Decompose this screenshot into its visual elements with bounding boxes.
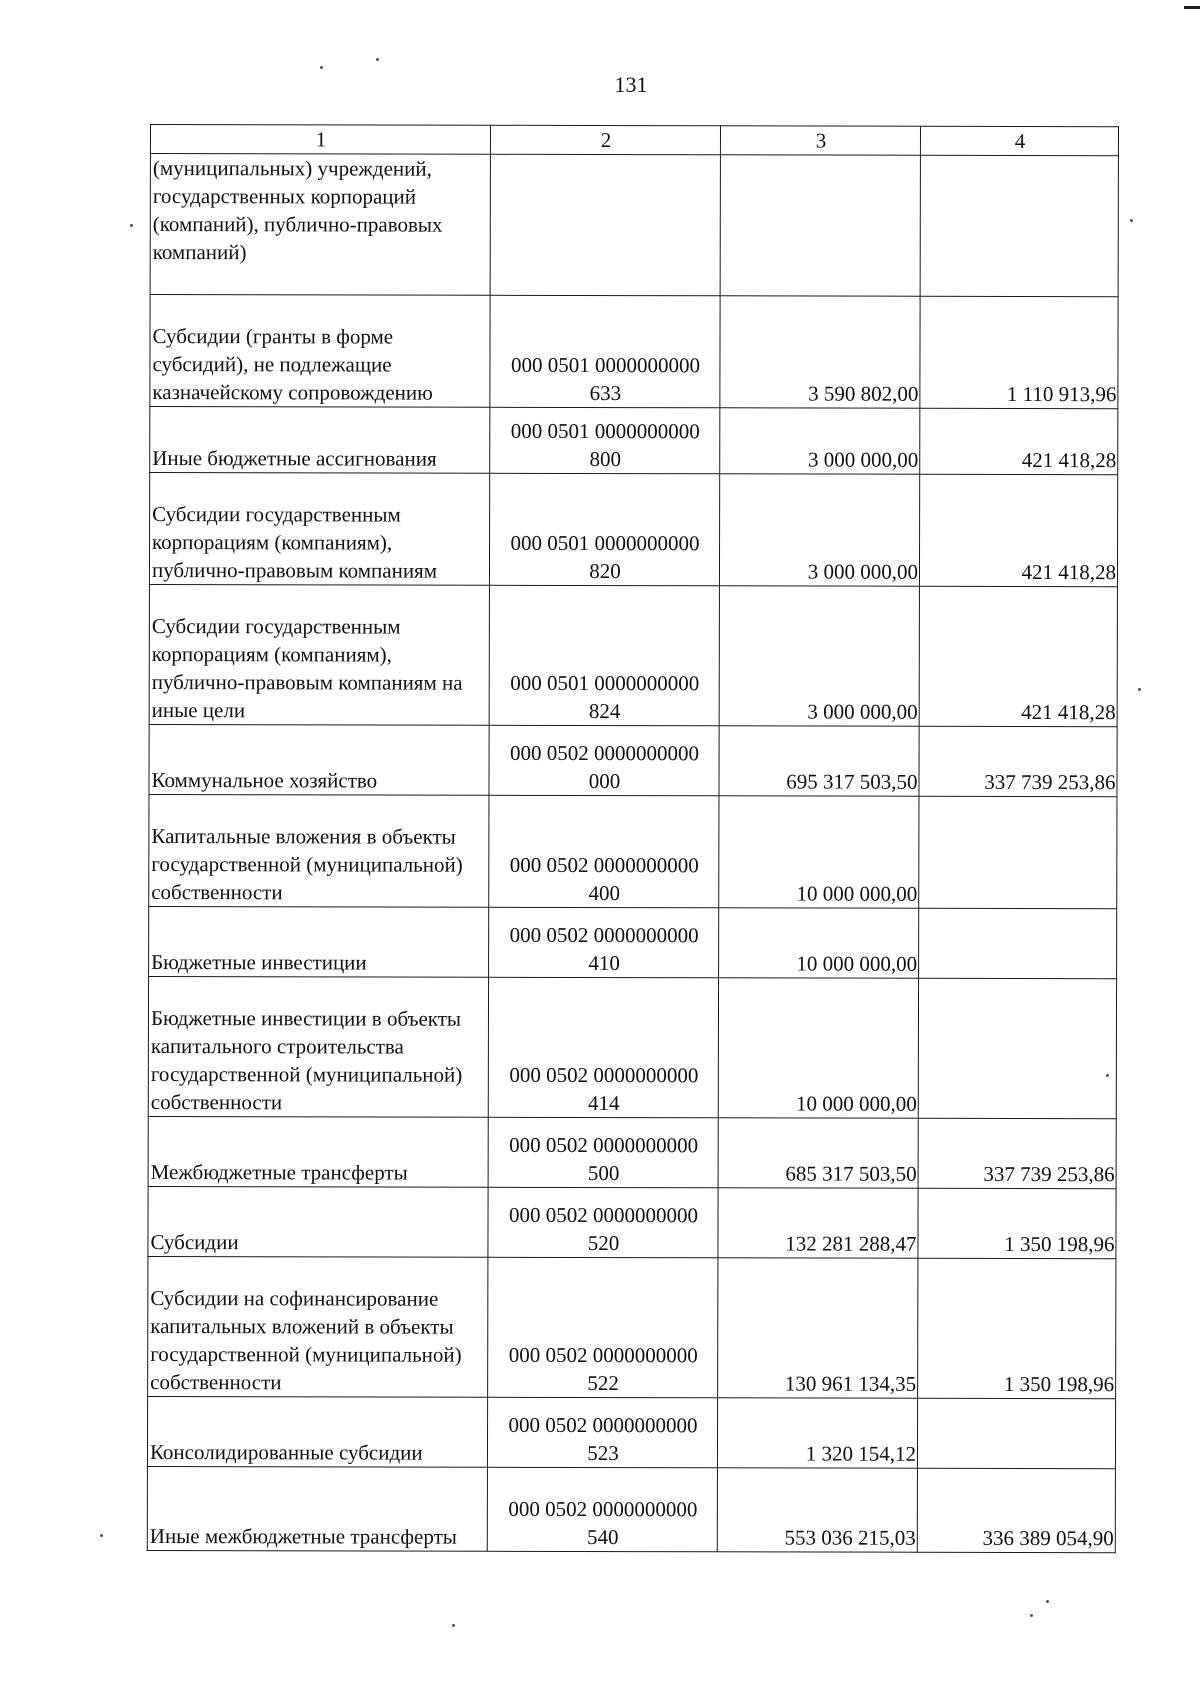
- row-code: [487, 1397, 717, 1468]
- table-row: [148, 976, 1116, 1118]
- code-suffix: 523: [587, 1440, 619, 1466]
- row-col4: 1 110 913,96: [920, 296, 1118, 408]
- row-col3: 3 590 802,00: [720, 296, 920, 408]
- row-name: Субсидии государственным корпорациям (компаниям), публично-правовым компаниям на иные цели: [149, 584, 489, 725]
- row-code: [489, 473, 719, 586]
- code-main: 000 0502 0000000000: [508, 1202, 699, 1228]
- row-name: Субсидии (гранты в форме субсидий), не подлежащие казначейскому сопровождению: [150, 295, 490, 408]
- row-col3: [720, 155, 920, 296]
- row-col4: [918, 978, 1116, 1118]
- row-name: Бюджетные инвестиции: [149, 906, 489, 977]
- row-col4: [919, 796, 1117, 908]
- table-row: [148, 1256, 1116, 1398]
- table-header: [150, 125, 1118, 156]
- row-code: [490, 295, 720, 408]
- code-main: 000 0502 0000000000: [508, 1496, 698, 1522]
- row-col4: 421 418,28: [919, 474, 1117, 586]
- row-col3: 3 000 000,00: [719, 586, 919, 726]
- row-col3: 130 961 134,35: [718, 1258, 918, 1398]
- code-main: 000 0501 0000000000: [510, 352, 700, 378]
- scan-speck: [1138, 688, 1141, 691]
- code-main: 000 0502 0000000000: [509, 852, 699, 878]
- row-col4: [919, 908, 1117, 978]
- row-col4: [920, 155, 1118, 296]
- code-main: 000 0502 0000000000: [509, 1132, 699, 1158]
- code-main: 000 0501 0000000000: [510, 418, 700, 444]
- header-col-1: 1: [150, 125, 490, 155]
- scan-speck: [1046, 1600, 1049, 1603]
- row-col3: 553 036 215,03: [717, 1468, 917, 1552]
- row-col3: 685 317 503,50: [718, 1118, 918, 1188]
- budget-table: [147, 124, 1119, 1553]
- row-name: Субсидии на софинансирование капитальных вложений в объекты государственной (муниципальной) собственности: [148, 1256, 488, 1397]
- row-name: Иные бюджетные ассигнования: [150, 407, 490, 474]
- table-row: [149, 906, 1117, 978]
- code-suffix: 520: [587, 1230, 620, 1256]
- row-code: [488, 1187, 718, 1258]
- table-row: [148, 1186, 1116, 1258]
- scan-speck: [376, 58, 379, 61]
- table-row: [149, 794, 1117, 908]
- row-name: Бюджетные инвестиции в объекты капитального строительства государственной (муниципальной) собственности: [148, 976, 488, 1117]
- row-name: Консолидированные субсидии: [147, 1396, 487, 1467]
- row-col4: 1 350 198,96: [918, 1188, 1116, 1258]
- row-code: [487, 1467, 717, 1552]
- row-col3: 10 000 000,00: [719, 908, 919, 978]
- code-suffix: 820: [589, 558, 621, 584]
- code-suffix: 410: [588, 950, 620, 976]
- row-col3: 3 000 000,00: [719, 474, 919, 586]
- row-col4: 336 389 054,90: [917, 1468, 1115, 1552]
- code-suffix: 500: [587, 1160, 620, 1186]
- code-main: 000 0501 0000000000: [510, 670, 700, 696]
- code-suffix: 824: [588, 698, 621, 724]
- scan-speck: [1130, 219, 1133, 222]
- scan-speck: [320, 66, 323, 69]
- row-col3: 1 320 154,12: [717, 1398, 917, 1468]
- row-name: Субсидии: [148, 1186, 488, 1257]
- row-code: [490, 407, 720, 474]
- row-code: [489, 795, 719, 908]
- scan-speck: [100, 1534, 103, 1537]
- row-code: [489, 725, 719, 796]
- row-name: (муниципальных) учреждений, государственных корпораций (компаний), публично-правовых компаний): [150, 154, 490, 296]
- row-col4: 421 418,28: [920, 408, 1118, 474]
- row-col4: 421 418,28: [919, 586, 1117, 726]
- row-code: [488, 1257, 718, 1398]
- code-main: 000 0502 0000000000: [509, 922, 699, 948]
- row-col3: 10 000 000,00: [719, 796, 919, 908]
- code-main: 000 0502 0000000000: [510, 740, 700, 766]
- row-code: [490, 154, 720, 296]
- row-col3: 10 000 000,00: [718, 978, 918, 1118]
- code-suffix: 540: [587, 1524, 619, 1550]
- table-row: [148, 1116, 1116, 1188]
- row-col3: 695 317 503,50: [719, 726, 919, 796]
- header-col-4: 4: [920, 126, 1118, 155]
- row-col4: 337 739 253,86: [919, 726, 1117, 796]
- row-name: Субсидии государственным корпорациям (компаниям), публично-правовым компаниям: [149, 473, 489, 586]
- code-suffix: 633: [589, 380, 622, 406]
- scan-edge-mark: [1184, 6, 1200, 9]
- table-body: [147, 154, 1118, 1553]
- table-row: [150, 154, 1118, 297]
- table-row: [150, 407, 1118, 475]
- scan-speck: [1106, 1074, 1109, 1077]
- code-suffix: 400: [588, 880, 621, 906]
- scan-speck: [452, 1624, 455, 1627]
- table-row: [149, 584, 1117, 726]
- code-main: 000 0502 0000000000: [509, 1062, 699, 1088]
- table-row: [150, 295, 1118, 409]
- code-main: 000 0502 0000000000: [508, 1342, 698, 1368]
- row-name: Коммунальное хозяйство: [149, 724, 489, 795]
- row-name: Капитальные вложения в объекты государственной (муниципальной) собственности: [149, 794, 489, 907]
- table-row: [147, 1466, 1115, 1552]
- code-suffix: 800: [589, 446, 622, 472]
- header-row: [150, 125, 1118, 156]
- header-col-3: 3: [720, 126, 920, 155]
- code-main: 000 0502 0000000000: [508, 1412, 698, 1438]
- row-col4: [917, 1398, 1115, 1468]
- row-code: [489, 585, 719, 726]
- row-col3: 132 281 288,47: [718, 1188, 918, 1258]
- row-col3: 3 000 000,00: [720, 408, 920, 474]
- row-code: [488, 977, 718, 1118]
- row-col4: 337 739 253,86: [918, 1118, 1116, 1188]
- row-code: [489, 907, 719, 978]
- code-suffix: 522: [587, 1370, 619, 1396]
- table-row: [149, 473, 1117, 587]
- scan-speck: [1030, 1614, 1033, 1617]
- table-row: [149, 724, 1117, 796]
- header-col-2: 2: [490, 125, 720, 155]
- page-number: 131: [614, 72, 648, 97]
- row-name: Межбюджетные трансферты: [148, 1116, 488, 1187]
- row-name: Иные межбюджетные трансферты: [147, 1466, 487, 1551]
- table-row: [147, 1396, 1115, 1468]
- code-suffix: 414: [588, 1090, 620, 1116]
- row-col4: 1 350 198,96: [918, 1258, 1116, 1398]
- code-main: 000 0501 0000000000: [510, 530, 700, 556]
- code-suffix: 000: [588, 768, 621, 794]
- scan-speck: [130, 224, 133, 227]
- row-code: [488, 1117, 718, 1188]
